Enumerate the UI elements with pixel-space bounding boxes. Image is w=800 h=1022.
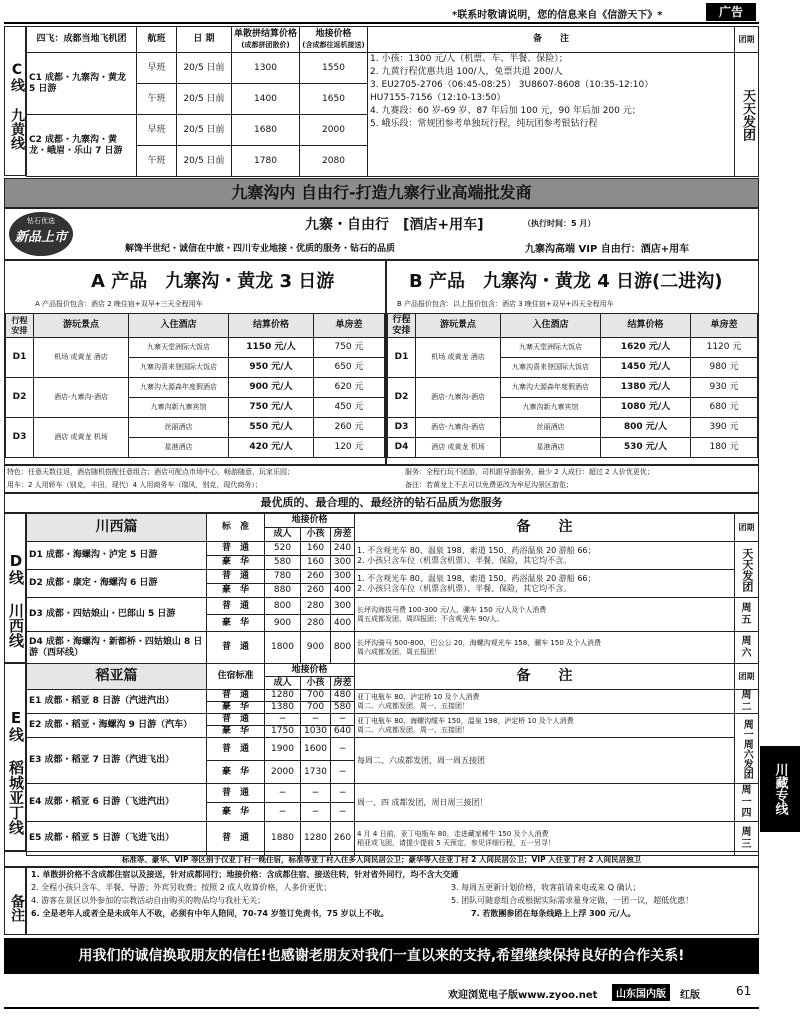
- side-tab-chuanzang: 川藏专线: [760, 746, 800, 832]
- col-price: 结算价格: [601, 314, 691, 338]
- line-d-table: 川西篇 标 准 地接价格 备 注 团期 成人 小孩 房差 D1 成都・海螺沟・泸定 5 日游 普 通 520 160 240 1. 不含观光车 80、温泉 198、索道 150、药浴温泉 20 游船 66； 2. 小孩只含车位（机票含机票）、半餐、保险，其它均不含。 天天发团 豪 华 580 160 300 D2 成都・康定・海螺沟 6 日游 普 通 780 260 300 1. 不含观光车 80、温泉 198、索道 150、药浴温泉 20 游船 66； 2. 小孩只含车位（机票含机票）、半餐、保险，其它均不含。 豪 华 880 260 400 D3 成都・四姑娘山・巴郎山 5 日游 普 通 800 280 300 长坪沟海拔马费 100-300 元/人，骡车 150 元/人及个人消费 周五成都发团，周四报团；不含观光车 90/人。 周五 豪 华 900 280 400 D4 成都・海螺沟・新都桥・四姑娘山 8 日游（西环线） 普 通 1800 900 800 长坪沟骑马 500-800，巴公公 20，海螺沟观光车 158，骡车 150 及个人消费 周六成都发团，周五报团！ 周六: [26, 513, 759, 664]
- col-std: 标 准: [207, 514, 265, 542]
- line-e-footnote: 标准等、豪华、VIP 等区别于仅亚丁村一晚住宿，标准等亚丁村入住多人间民居公卫；豪华等入住亚丁村 2 人间民居公卫；VIP 入住亚丁村 2 人间民居独卫: [4, 851, 759, 867]
- jzg-title: 九寨・自由行 [酒店+用车]: [305, 217, 484, 233]
- table-row: D3 酒店 或黄龙 机场 丝丽酒店 550 元/人 260 元: [6, 418, 385, 438]
- features-block: 特色：任意天数往返，酒店随机搭配任意组合；酒店可配点市场中心，畅游随意，玩家乐园； 服务：全程行玩不团游，司机跟导游服务，最少 2 人成行：超过 2 人价优更优； 用车：2 人用轿车（别克，丰田，现代）4 人用商务车（瑞风，别克，现代商务）； 备注：若黄龙上不去可以免费更改为牟尼沟景区游览；: [4, 465, 759, 493]
- col-diff: 单房差: [691, 314, 758, 338]
- product-a-title: A 产品 九寨沟・黄龙 3 日游: [91, 271, 335, 292]
- table-row: 豪 华 1750 1030 640: [27, 726, 759, 738]
- line-c-table: [26, 26, 759, 176]
- jzg-intro: [4, 208, 759, 260]
- footer-browse: 欢迎浏览电子版www.zyoo.net: [448, 990, 598, 1001]
- footer-rule: [4, 1007, 759, 1009]
- page-number: 61: [736, 984, 752, 998]
- col-spot: 游玩景点: [416, 314, 501, 338]
- product-a-sub: A 产品报价包含：酒店 2 晚住宿+双早+三天全程用车: [35, 300, 203, 308]
- table-row: D2 酒店-九寨沟-酒店 九寨沟大源森年度假酒店 1380 元/人 930 元: [388, 378, 758, 398]
- col-day: 行程安排: [6, 314, 34, 338]
- product-a: [4, 260, 386, 465]
- table-row: 豪 华 2000 1730 −: [27, 761, 759, 784]
- col-day: 行程安排: [388, 314, 416, 338]
- table-row: D1 机场 或黄龙 酒店 九寨天堂洲际大饭店 1620 元/人 1120 元: [388, 338, 758, 358]
- col-local: 地接价格: [265, 664, 355, 677]
- line-e-label: E线 稻城亚丁线: [4, 663, 26, 851]
- tagline: 最优质的、最合理的、最经济的钻石品质为您服务: [4, 493, 759, 513]
- table-row: D2 酒店-九寨沟-酒店 九寨沟大源森年度假酒店 900 元/人 620 元: [6, 378, 385, 398]
- line-c-schedule: 天天发团: [735, 53, 759, 177]
- table-row: 九寨沟新九寨宾馆 750 元/人 450 元: [6, 398, 385, 418]
- col-local: 地接价格 (含成都往返机接送): [300, 27, 368, 53]
- col-std: 住宿标准: [207, 664, 265, 690]
- line-e-table: 稻亚篇 住宿标准 地接价格 备 注 团期 成人 小孩 房差 E1 成都・稻亚 8 日游（汽进汽出） 普 通 1280 700 480 亚丁电瓶车 80、泸定桥 10 及个人消费 周二、六成都发团，周一、五接团！ 周二 豪 华 1380 700 580 E2 成都・稻亚・海螺沟 9 日游（汽车） 普 通 − − − 亚丁电瓶车 80、海螺沟缆车 150，温泉 198，泸定桥 10 及个人消费 周二、六成都发团，周一、五接团！ 周一周六发团 豪 华 1750 1030 640 E3 成都・稻亚 7 日游（汽进飞出） 普 通 1900 1600 − 每周二、六成都发团，周一周五接团 豪 华 2000 1730 − E4 成都・稻亚 6 日游（飞进汽出） 普 通 − − − 周一、四 成都发团，周日周三接团！ 周一四 豪 华 − − − E5 成都・稻亚 5 日游（飞进飞出） 普 通 1880 1280 260 4 月 4 日前，亚丁电瓶车 80，走进藏家稀牛 150 及个人消费 稻亚或飞团，请提少提前 5 天预定，参见详细行程，五一另寻！ 周三: [26, 663, 759, 856]
- product-b: [386, 260, 759, 465]
- col-flight: 航班: [137, 27, 177, 53]
- table-row: E2 成都・稻亚・海螺沟 9 日游（汽车） 普 通 − − − 亚丁电瓶车 80、海螺沟缆车 150，温泉 198，泸定桥 10 及个人消费 周二、六成都发团，周一、五接团！ 周一周六发团: [27, 714, 759, 726]
- col-hotel: 入住酒店: [129, 314, 229, 338]
- col-schedule: 团期: [735, 514, 759, 542]
- table-row: D3 成都・四姑娘山・巴郎山 5 日游 普 通 800 280 300 长坪沟海拔马费 100-300 元/人，骡车 150 元/人及个人消费 周五成都发团，周四报团；不含观光车 90/人。 周五: [27, 598, 759, 615]
- ad-label: 广告: [706, 3, 756, 21]
- table-row: 豪 华 880 260 400: [27, 584, 759, 598]
- line-d-label: D线 川西线: [4, 513, 26, 663]
- table-row: D1 机场 或黄龙 酒店 九寨天堂洲际大饭店 1150 元/人 750 元: [6, 338, 385, 358]
- col-local: 地接价格: [265, 514, 355, 528]
- table-row: C1 成都・九寨沟・黄龙 5 日游 早班 20/5 日前 1300 1550 1. 小孩：1300 元/人（机票、车、半餐、保险）； 2. 九黄行程优惠共退 100/人，免票共退 200/人 3. EU2705-2706（06:45-08:25） 3U8607-8608（10:35-12:10） HU7155-7156（12:10-13:50） 4. 九赛段：60 岁-69 岁、87 年后加 100 元，90 年后加 200 元； 5. 峨乐段：常规团参考单独玩行程，纯玩团参考银钻行程 天天发团: [27, 53, 759, 84]
- col-remark: 备 注: [355, 514, 735, 542]
- table-row: 豪 华 − − −: [27, 803, 759, 822]
- col-spot: 游玩景点: [34, 314, 129, 338]
- table-row: 午班 20/5 日前 1400 1650: [27, 84, 759, 115]
- line-d-title: 川西篇: [27, 514, 207, 542]
- jzg-vip: 九寨沟高端 VIP 自由行：酒店+用车: [525, 244, 690, 255]
- table-row: D2 成都・康定・海螺沟 6 日游 普 通 780 260 300 1. 不含观光车 80、温泉 198、索道 150、药浴温泉 20 游船 66； 2. 小孩只含车位（机票含机票）、半餐、保险，其它均不含。: [27, 570, 759, 584]
- header-notice: *联系时敬请说明，您的信息来自《信游天下》*: [452, 10, 663, 21]
- col-schedule: 团期: [735, 664, 759, 690]
- table-row: E1 成都・稻亚 8 日游（汽进汽出） 普 通 1280 700 480 亚丁电瓶车 80、泸定桥 10 及个人消费 周二、六成都发团，周一、五接团！ 周二: [27, 690, 759, 702]
- table-row: D1 成都・海螺沟・泸定 5 日游 普 通 520 160 240 1. 不含观光车 80、温泉 198、索道 150、药浴温泉 20 游船 66； 2. 小孩只含车位（机票含机票）、半餐、保险，其它均不含。 天天发团: [27, 542, 759, 556]
- col-date: 日 期: [177, 27, 232, 53]
- table-row: 午班 20/5 日前 1780 2080: [27, 146, 759, 177]
- table-row: 星港酒店 420 元/人 120 元: [6, 438, 385, 458]
- line-e-title: 稻亚篇: [27, 664, 207, 690]
- col-notes: 备 注: [368, 27, 735, 53]
- table-row: 九寨沟新九寨宾馆 1080 元/人 680 元: [388, 398, 758, 418]
- col-price: 结算价格: [229, 314, 314, 338]
- new-product-logo: 钻石优选 新品上市: [9, 212, 73, 256]
- header-rule: [4, 22, 759, 24]
- jzg-slogan: 解馋半世纪・诚信在中旅・四川专业地接・优质的服务・钻石的品质: [125, 244, 396, 254]
- col-hotel: 入住酒店: [501, 314, 601, 338]
- table-row: C2 成都・九寨沟・黄龙・峨眉・乐山 7 日游 早班 20/5 日前 1680 2000: [27, 115, 759, 146]
- table-row: 豪 华 1380 700 580: [27, 702, 759, 714]
- line-c-label: C线 九黄线: [4, 26, 26, 176]
- table-row: 豪 华 900 280 400: [27, 615, 759, 632]
- footer-red: 红版: [680, 990, 700, 1001]
- product-b-sub: B 产品报价包含：以上报价包含：酒店 3 晚住宿+双早+四天全程用车: [397, 300, 614, 308]
- jzg-banner: 九寨沟内 自由行-打造九寨行业高端批发商: [4, 178, 759, 208]
- line-c-notes: 1. 小孩：1300 元/人（机票、车、半餐、保险）； 2. 九黄行程优惠共退 100/人，免票共退 200/人 3. EU2705-2706（06:45-08:25） 3U8607-8608（10:35-12:10） HU7155-7156（12:10-13:50） 4. 九赛段：60 岁-69 岁、87 年后加 100 元，90 年后加 200 元； 5. 峨乐段：常规团参考单独玩行程，纯玩团参考银钻行程: [368, 53, 735, 177]
- col-schedule: 团期: [735, 27, 759, 53]
- table-row: D4 酒店 或黄龙 机场 星港酒店 530 元/人 180 元: [388, 438, 758, 458]
- table-row: E5 成都・稻亚 5 日游（飞进飞出） 普 通 1880 1280 260 4 月 4 日前，亚丁电瓶车 80，走进藏家稀牛 150 及个人消费 稻亚或飞团，请提少提前 5 天预定，参见详细行程，五一另寻！ 周三: [27, 822, 759, 856]
- table-row: 九寨沟喜来登国际大饭店 1450 元/人 980 元: [388, 358, 758, 378]
- table-row: E4 成都・稻亚 6 日游（飞进汽出） 普 通 − − − 周一、四 成都发团，周日周三接团！ 周一四: [27, 784, 759, 803]
- footer-edition: 山东国内版: [612, 984, 670, 1001]
- col-diff: 单房差: [314, 314, 385, 338]
- col-remark: 备 注: [355, 664, 735, 690]
- bottom-slogan: 用我们的诚信换取朋友的信任!也感谢老朋友对我们一直以来的支持,希望继续保持良好的合作关系!: [4, 938, 759, 974]
- col-price: 单散拼结算价格 (成都拼团散价): [232, 27, 300, 53]
- remarks-label: 备注: [4, 867, 26, 935]
- table-row: D4 成都・海螺沟・新都桥・四姑娘山 8 日游（西环线） 普 通 1800 900 800 长坪沟骑马 500-800，巴公公 20，海螺沟观光车 158，骡车 150 及个人消费 周六成都发团，周五报团！ 周六: [27, 632, 759, 664]
- col-group: 四飞：成都当地飞机团: [27, 27, 137, 53]
- table-row: 九寨沟喜来登国际大饭店 950 元/人 650 元: [6, 358, 385, 378]
- remarks-block: 1. 单散拼价格不含成都住宿以及接送，针对成都同行；地接价格：含成都住宿、接送往转，针对省外同行，均不含大交通 2. 全程小孩只含车、半餐、导游；外宾另收费；按照 2 成人收算价格，人多价更优； 3. 每周五更新计划价格，收客前请来电或来 Q 确认； 4. 游客在景区以外参加的宗教活动自由购买的物品均与我社无关； 5. 团队可随意组合或根据实际需求量身定做，一团一议，超低优惠！ 6. 全是老年人或者全是未成年人不收，必须有中年人陪同，70-74 岁签订免责书，75 岁以上不收。 7. 若散團参团在每条线路上上浮 300 元/人。: [26, 867, 759, 935]
- product-b-title: B 产品 九寨沟・黄龙 4 日游(二进沟): [409, 271, 723, 292]
- table-row: 豪 华 580 160 300: [27, 556, 759, 570]
- jzg-exec-time: （执行时间：5 月）: [523, 219, 596, 228]
- table-row: D3 酒店-九寨沟-酒店 丝丽酒店 800 元/人 390 元: [388, 418, 758, 438]
- table-row: E3 成都・稻亚 7 日游（汽进飞出） 普 通 1900 1600 − 每周二、六成都发团，周一周五接团: [27, 738, 759, 761]
